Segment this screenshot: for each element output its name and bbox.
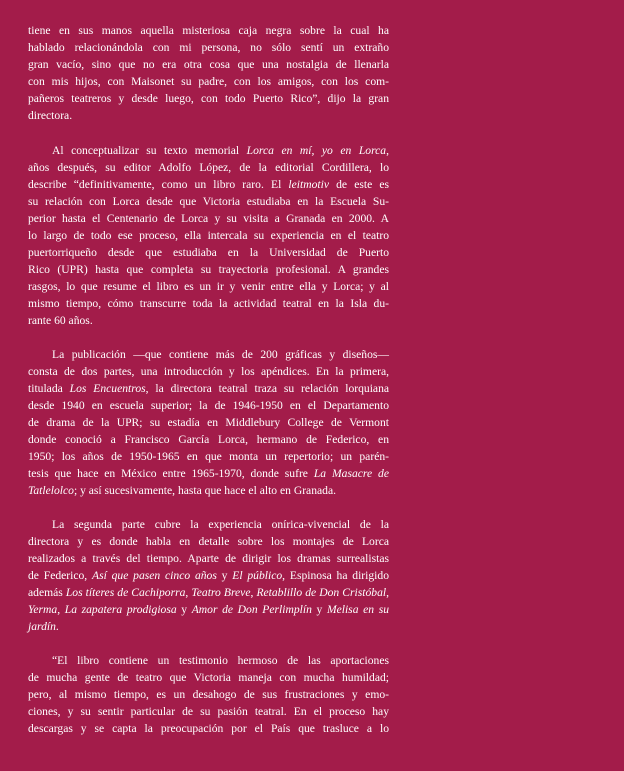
text-line <box>28 618 59 635</box>
text-run: de mucha gente de teatro que Victoria maneja con mucha humildad; <box>28 671 389 684</box>
text-run: rasgos, lo que resume el libro es un ir y venir entre ella y Lorca; y al <box>28 280 389 293</box>
text-run: su relación con Lorca desde que Victoria estudiaba en la Escuela Su- <box>28 195 389 208</box>
italic-run: Los Encuentros <box>69 382 146 395</box>
text-run: y <box>176 603 192 616</box>
text-run: ciones, y su sentir particular de su pasión teatral. En el proceso hay <box>28 705 389 718</box>
text-line <box>28 39 389 56</box>
text-run: lo largo de todo ese proceso, ella intercala su experiencia en el teatro <box>28 229 389 242</box>
text-run: pero, al mismo tiempo, es un desahogo de sus frustraciones y emo- <box>28 688 389 701</box>
text-run: de drama de la UPR; su estadía en Middlebury College de Vermont <box>28 416 389 429</box>
text-run: , <box>386 586 389 599</box>
italic-run: jardín <box>28 620 56 633</box>
text-line <box>28 567 389 584</box>
text-run: con mis hijos, con Maisonet su padre, con los amigos, con los com- <box>28 75 389 88</box>
text-run: hablado relacionándola con mi persona, no sólo sentí un extraño <box>28 41 389 54</box>
text-run: además <box>28 586 66 599</box>
text-run: La publicación —que contiene más de 200 gráficas y diseños— <box>52 348 389 361</box>
text-line <box>28 295 389 312</box>
text-run: , Espinosa ha dirigido <box>282 569 389 582</box>
text-run: y <box>216 569 233 582</box>
italic-run: Los títeres de Cachiporra <box>65 586 186 599</box>
text-run: ; y así sucesivamente, hasta que hace el alto en Granada. <box>73 484 336 497</box>
text-run: realizados a través del tiempo. Aparte de dirigir los dramas surrealistas <box>28 552 389 565</box>
text-line <box>28 90 389 107</box>
text-line <box>28 193 389 210</box>
text-run: y <box>311 603 327 616</box>
text-run: de este es <box>329 178 390 191</box>
text-line <box>28 686 389 703</box>
text-run: “El libro contiene un testimonio hermoso de las aportaciones <box>52 654 389 667</box>
italic-run: Así que pasen cinco años <box>92 569 217 582</box>
text-run: 1950; los años de 1950-1965 en que monta un repertorio; un parén- <box>28 450 389 463</box>
text-line <box>28 73 389 90</box>
italic-run: La zapatera prodigiosa <box>64 603 177 616</box>
text-run: pañeros teatreros y desde luego, con todo Puerto Rico”, dijo la gran <box>28 92 389 105</box>
text-run: , <box>386 144 389 157</box>
italic-run: leitmotiv <box>288 178 329 191</box>
text-run: rante 60 años. <box>28 314 93 327</box>
text-line <box>28 380 389 397</box>
text-run: mismo tiempo, cómo transcurre toda la actividad teatral en la Isla du- <box>28 297 389 310</box>
text-line <box>28 107 72 124</box>
text-run: gran vacío, sino que no era otra cosa que una nostalgia de llenarla <box>28 58 389 71</box>
italic-run: Yerma <box>28 603 58 616</box>
italic-run: El público <box>232 569 283 582</box>
text-run: , <box>57 603 65 616</box>
text-line <box>28 261 389 278</box>
text-line <box>52 346 389 363</box>
italic-run: Amor de Don Perlimplín <box>191 603 312 616</box>
text-line <box>28 56 389 73</box>
text-line <box>28 465 389 482</box>
text-line <box>28 669 389 686</box>
text-run: Al conceptualizar su texto memorial <box>52 144 247 157</box>
text-run: directora. <box>28 109 73 122</box>
text-run: Rico (UPR) hasta que completa su trayectoria profesional. A grandes <box>28 263 389 276</box>
text-run: titulada <box>28 382 70 395</box>
text-run: perior hasta el Centenario de Lorca y su visita a Granada en 2000. A <box>28 212 389 225</box>
text-line <box>28 584 389 601</box>
text-line <box>52 516 389 533</box>
text-run: años después, su editor Adolfo López, de la editorial Cordillera, lo <box>28 161 389 174</box>
italic-run: La Masacre de <box>313 467 389 480</box>
italic-run: Tatlelolco <box>28 484 74 497</box>
text-line <box>28 431 389 448</box>
text-run: , <box>185 586 192 599</box>
text-run: desde 1940 en escuela superior; la de 1946-1950 en el Departamento <box>28 399 389 412</box>
italic-run: Teatro Breve <box>191 586 251 599</box>
text-run: tesis que hace en México entre 1965-1970, donde sufre <box>28 467 314 480</box>
text-run: de Federico, <box>28 569 93 582</box>
text-run: consta de dos partes, una introducción y los apéndices. En la primera, <box>28 365 389 378</box>
text-line <box>28 482 336 499</box>
text-line <box>28 720 389 737</box>
text-line <box>28 227 389 244</box>
text-line <box>28 414 389 431</box>
text-line <box>28 278 389 295</box>
text-run: descargas y se capta la preocupación por el País que trasluce a lo <box>28 722 389 735</box>
text-run: , la directora teatral traza su relación lorquiana <box>145 382 390 395</box>
text-line <box>28 210 389 227</box>
text-line <box>28 397 389 414</box>
text-line <box>28 159 389 176</box>
text-line <box>28 533 389 550</box>
italic-run: Retablillo de Don Cristóbal <box>256 586 387 599</box>
text-line <box>28 244 389 261</box>
text-line <box>28 312 93 329</box>
text-run: describe “definitivamente, como un libro raro. El <box>28 178 289 191</box>
text-run: . <box>55 620 59 633</box>
text-run: La segunda parte cubre la experiencia onírica-vivencial de la <box>52 518 389 531</box>
text-line <box>28 176 389 193</box>
text-line <box>28 601 389 618</box>
italic-run: Melisa en su <box>326 603 390 616</box>
text-run: , <box>250 586 257 599</box>
text-line <box>28 448 389 465</box>
text-line <box>52 142 389 159</box>
text-line <box>52 652 389 669</box>
italic-run: Lorca en mí, yo en Lorca <box>246 144 387 157</box>
text-run: tiene en sus manos aquella misteriosa caja negra sobre la cual ha <box>28 24 389 37</box>
text-line <box>28 703 389 720</box>
text-line <box>28 363 389 380</box>
text-run: donde conoció a Francisco García Lorca, hermano de Federico, en <box>28 433 389 446</box>
text-run: directora y es donde habla en detalle sobre los montajes de Lorca <box>28 535 389 548</box>
text-line <box>28 550 389 567</box>
text-line <box>28 22 389 39</box>
text-run: puertorriqueño desde que estudiaba en la Universidad de Puerto <box>28 246 389 259</box>
